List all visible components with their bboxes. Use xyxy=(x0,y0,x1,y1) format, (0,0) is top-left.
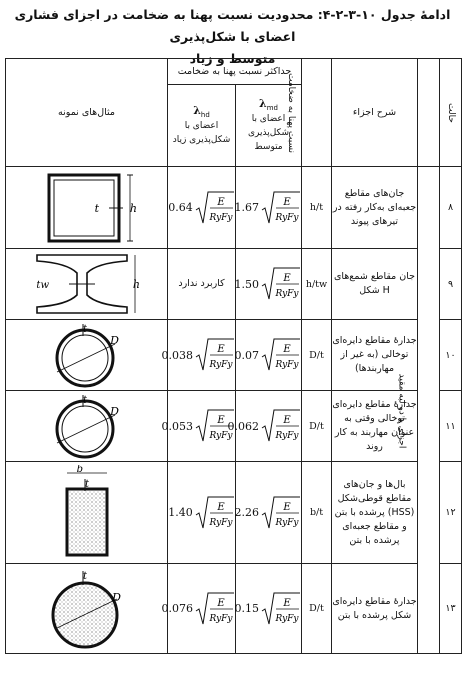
element-description: جدارهٔ مقاطع دایره‌ای شکل پرشده با بتن xyxy=(332,564,418,654)
fraction-denominator: RyFy xyxy=(275,613,299,624)
ratio-table xyxy=(5,58,462,654)
coefficient: 1.40 xyxy=(168,506,193,519)
example-shape xyxy=(6,320,168,391)
header-element-desc: شرح اجزاء xyxy=(332,59,418,167)
fraction-numerator: E xyxy=(283,273,291,284)
fraction-numerator: E xyxy=(283,501,291,513)
header-examples: مثال‌های نمونه xyxy=(6,59,168,167)
element-description: جان مقاطع شمع‌های H شکل xyxy=(332,249,418,320)
lambda-md-value xyxy=(236,564,302,654)
box-section-icon xyxy=(27,169,147,247)
lambda-hd-value xyxy=(168,462,236,564)
svg-text:h: h xyxy=(132,278,140,291)
ratio-symbol: h/t xyxy=(302,167,332,249)
case-number: ۹ xyxy=(440,249,462,320)
header-lambda-md: $\lambda_{md}$ اعضای با شکل‌پذیری متوسط xyxy=(236,85,302,167)
table-row xyxy=(6,167,462,249)
lambda-hd-value xyxy=(161,564,236,654)
sqrt-fraction xyxy=(261,408,301,444)
fraction-numerator: E xyxy=(217,344,225,355)
ratio-symbol: D/t xyxy=(302,391,332,462)
example-shape xyxy=(6,391,168,462)
fraction-numerator: E xyxy=(283,196,291,208)
lambda-hd-value xyxy=(168,167,236,249)
lambda-hd-value xyxy=(161,391,236,462)
title-line-1: ادامهٔ جدول ۱۰-۳-۲-۴: محدودیت نسبت پهنا به ضخامت در اجزای فشاری اعضای با شکل‌پذیری xyxy=(14,7,451,44)
svg-text:D: D xyxy=(109,334,119,347)
svg-text:h: h xyxy=(129,201,137,215)
fraction-denominator: RyFy xyxy=(275,360,299,370)
case-number: ۸ xyxy=(440,167,462,249)
fraction-numerator: E xyxy=(283,344,291,355)
pipe-section-icon xyxy=(27,393,147,459)
sqrt-fraction xyxy=(261,190,301,226)
svg-text:t: t xyxy=(84,478,89,490)
fraction-denominator: RyFy xyxy=(209,517,233,528)
sqrt-fraction xyxy=(195,337,235,373)
fraction-numerator: E xyxy=(217,196,225,208)
svg-text:t: t xyxy=(82,570,87,582)
fraction-denominator: RyFy xyxy=(209,431,233,441)
sqrt-fraction xyxy=(261,337,301,373)
title-line-2: متوسط و زیاد xyxy=(189,51,276,66)
coefficient: 0.053 xyxy=(161,419,193,433)
table-row xyxy=(6,320,462,391)
example-shape xyxy=(6,462,168,564)
element-description: جدارهٔ مقاطع دایره‌ای توخالی وقتی به عنوان مهاربند به کار روند xyxy=(332,391,418,462)
lambda-md-value xyxy=(236,249,302,320)
fraction-numerator: E xyxy=(217,415,225,426)
svg-text:tw: tw xyxy=(35,280,49,291)
case-number: ۱۱ xyxy=(440,391,462,462)
sqrt-fraction xyxy=(261,495,301,531)
coefficient: 0.07 xyxy=(234,348,259,362)
lambda-md-value xyxy=(236,462,302,564)
sqrt-fraction xyxy=(195,495,235,531)
svg-text:D: D xyxy=(111,590,121,604)
filled-box-section-icon xyxy=(27,465,147,561)
fraction-denominator: RyFy xyxy=(275,517,299,528)
h-pile-section-icon xyxy=(27,251,147,317)
header-lambda-hd: $\lambda_{hd}$ اعضای با شکل‌پذیری زیاد xyxy=(168,85,236,167)
table-row xyxy=(6,462,462,564)
sqrt-fraction xyxy=(195,408,235,444)
table-row xyxy=(6,391,462,462)
fraction-numerator: E xyxy=(283,597,291,609)
header-group-blank xyxy=(418,59,440,167)
coefficient: 2.26 xyxy=(234,506,259,519)
lambda-md-value xyxy=(227,391,302,462)
pipe-section-icon xyxy=(27,322,147,388)
sqrt-fraction xyxy=(195,190,235,226)
fraction-numerator: E xyxy=(217,501,225,513)
coefficient: 0.15 xyxy=(234,602,259,615)
coefficient: 1.67 xyxy=(234,201,259,214)
group-label: اجزای با دو لبه مقید xyxy=(418,167,440,654)
lambda-hd-value: کاربرد ندارد xyxy=(168,249,236,320)
sqrt-fraction xyxy=(195,591,235,627)
fraction-denominator: RyFy xyxy=(275,431,299,441)
lambda-md-value xyxy=(236,167,302,249)
coefficient: 0.062 xyxy=(227,419,259,433)
fraction-denominator: RyFy xyxy=(275,212,299,223)
sqrt-fraction xyxy=(261,266,301,302)
coefficient: 0.076 xyxy=(161,602,193,615)
ratio-symbol: h/tw xyxy=(302,249,332,320)
fraction-numerator: E xyxy=(217,597,225,609)
table-row xyxy=(6,249,462,320)
coefficient: 0.038 xyxy=(161,348,193,362)
example-shape xyxy=(6,167,168,249)
coefficient: 1.50 xyxy=(234,277,259,291)
case-number: ۱۰ xyxy=(440,320,462,391)
filled-pipe-section-icon xyxy=(27,567,147,651)
svg-text:t: t xyxy=(82,395,87,406)
svg-text:t: t xyxy=(82,324,87,335)
fraction-denominator: RyFy xyxy=(275,289,299,299)
case-number: ۱۳ xyxy=(440,564,462,654)
example-shape xyxy=(6,564,168,654)
sqrt-fraction xyxy=(261,591,301,627)
ratio-symbol: b/t xyxy=(302,462,332,564)
fraction-denominator: RyFy xyxy=(209,360,233,370)
header-case: حالت xyxy=(440,59,462,167)
fraction-denominator: RyFy xyxy=(209,212,233,223)
lambda-md-value xyxy=(236,320,302,391)
svg-text:t: t xyxy=(94,201,99,215)
element-description: جدارهٔ مقاطع دایره‌ای توخالی (به غیر از مهاربندها) xyxy=(332,320,418,391)
example-shape xyxy=(6,249,168,320)
header-max-ratio: حداکثر نسبت پهنا به ضخامت xyxy=(168,59,302,85)
header-ratio: نسبت پهنا به ضخامت xyxy=(302,59,332,167)
case-number: ۱۲ xyxy=(440,462,462,564)
coefficient: 0.64 xyxy=(168,201,193,214)
svg-text:b: b xyxy=(76,464,83,475)
fraction-numerator: E xyxy=(283,415,291,426)
lambda-hd-value xyxy=(161,320,236,391)
svg-text:D: D xyxy=(109,405,119,418)
ratio-symbol: D/t xyxy=(302,320,332,391)
ratio-symbol: D/t xyxy=(302,564,332,654)
table-row xyxy=(6,564,462,654)
element-description: بال‌ها و جان‌های مقاطع قوطی‌شکل (HSS) پرشده با بتن و مقاطع جعبه‌ای پرشده با بتن xyxy=(332,462,418,564)
fraction-denominator: RyFy xyxy=(209,613,233,624)
element-description: جان‌های مقاطع جعبه‌ای به‌کار رفته در تیرهای پیوند xyxy=(332,167,418,249)
